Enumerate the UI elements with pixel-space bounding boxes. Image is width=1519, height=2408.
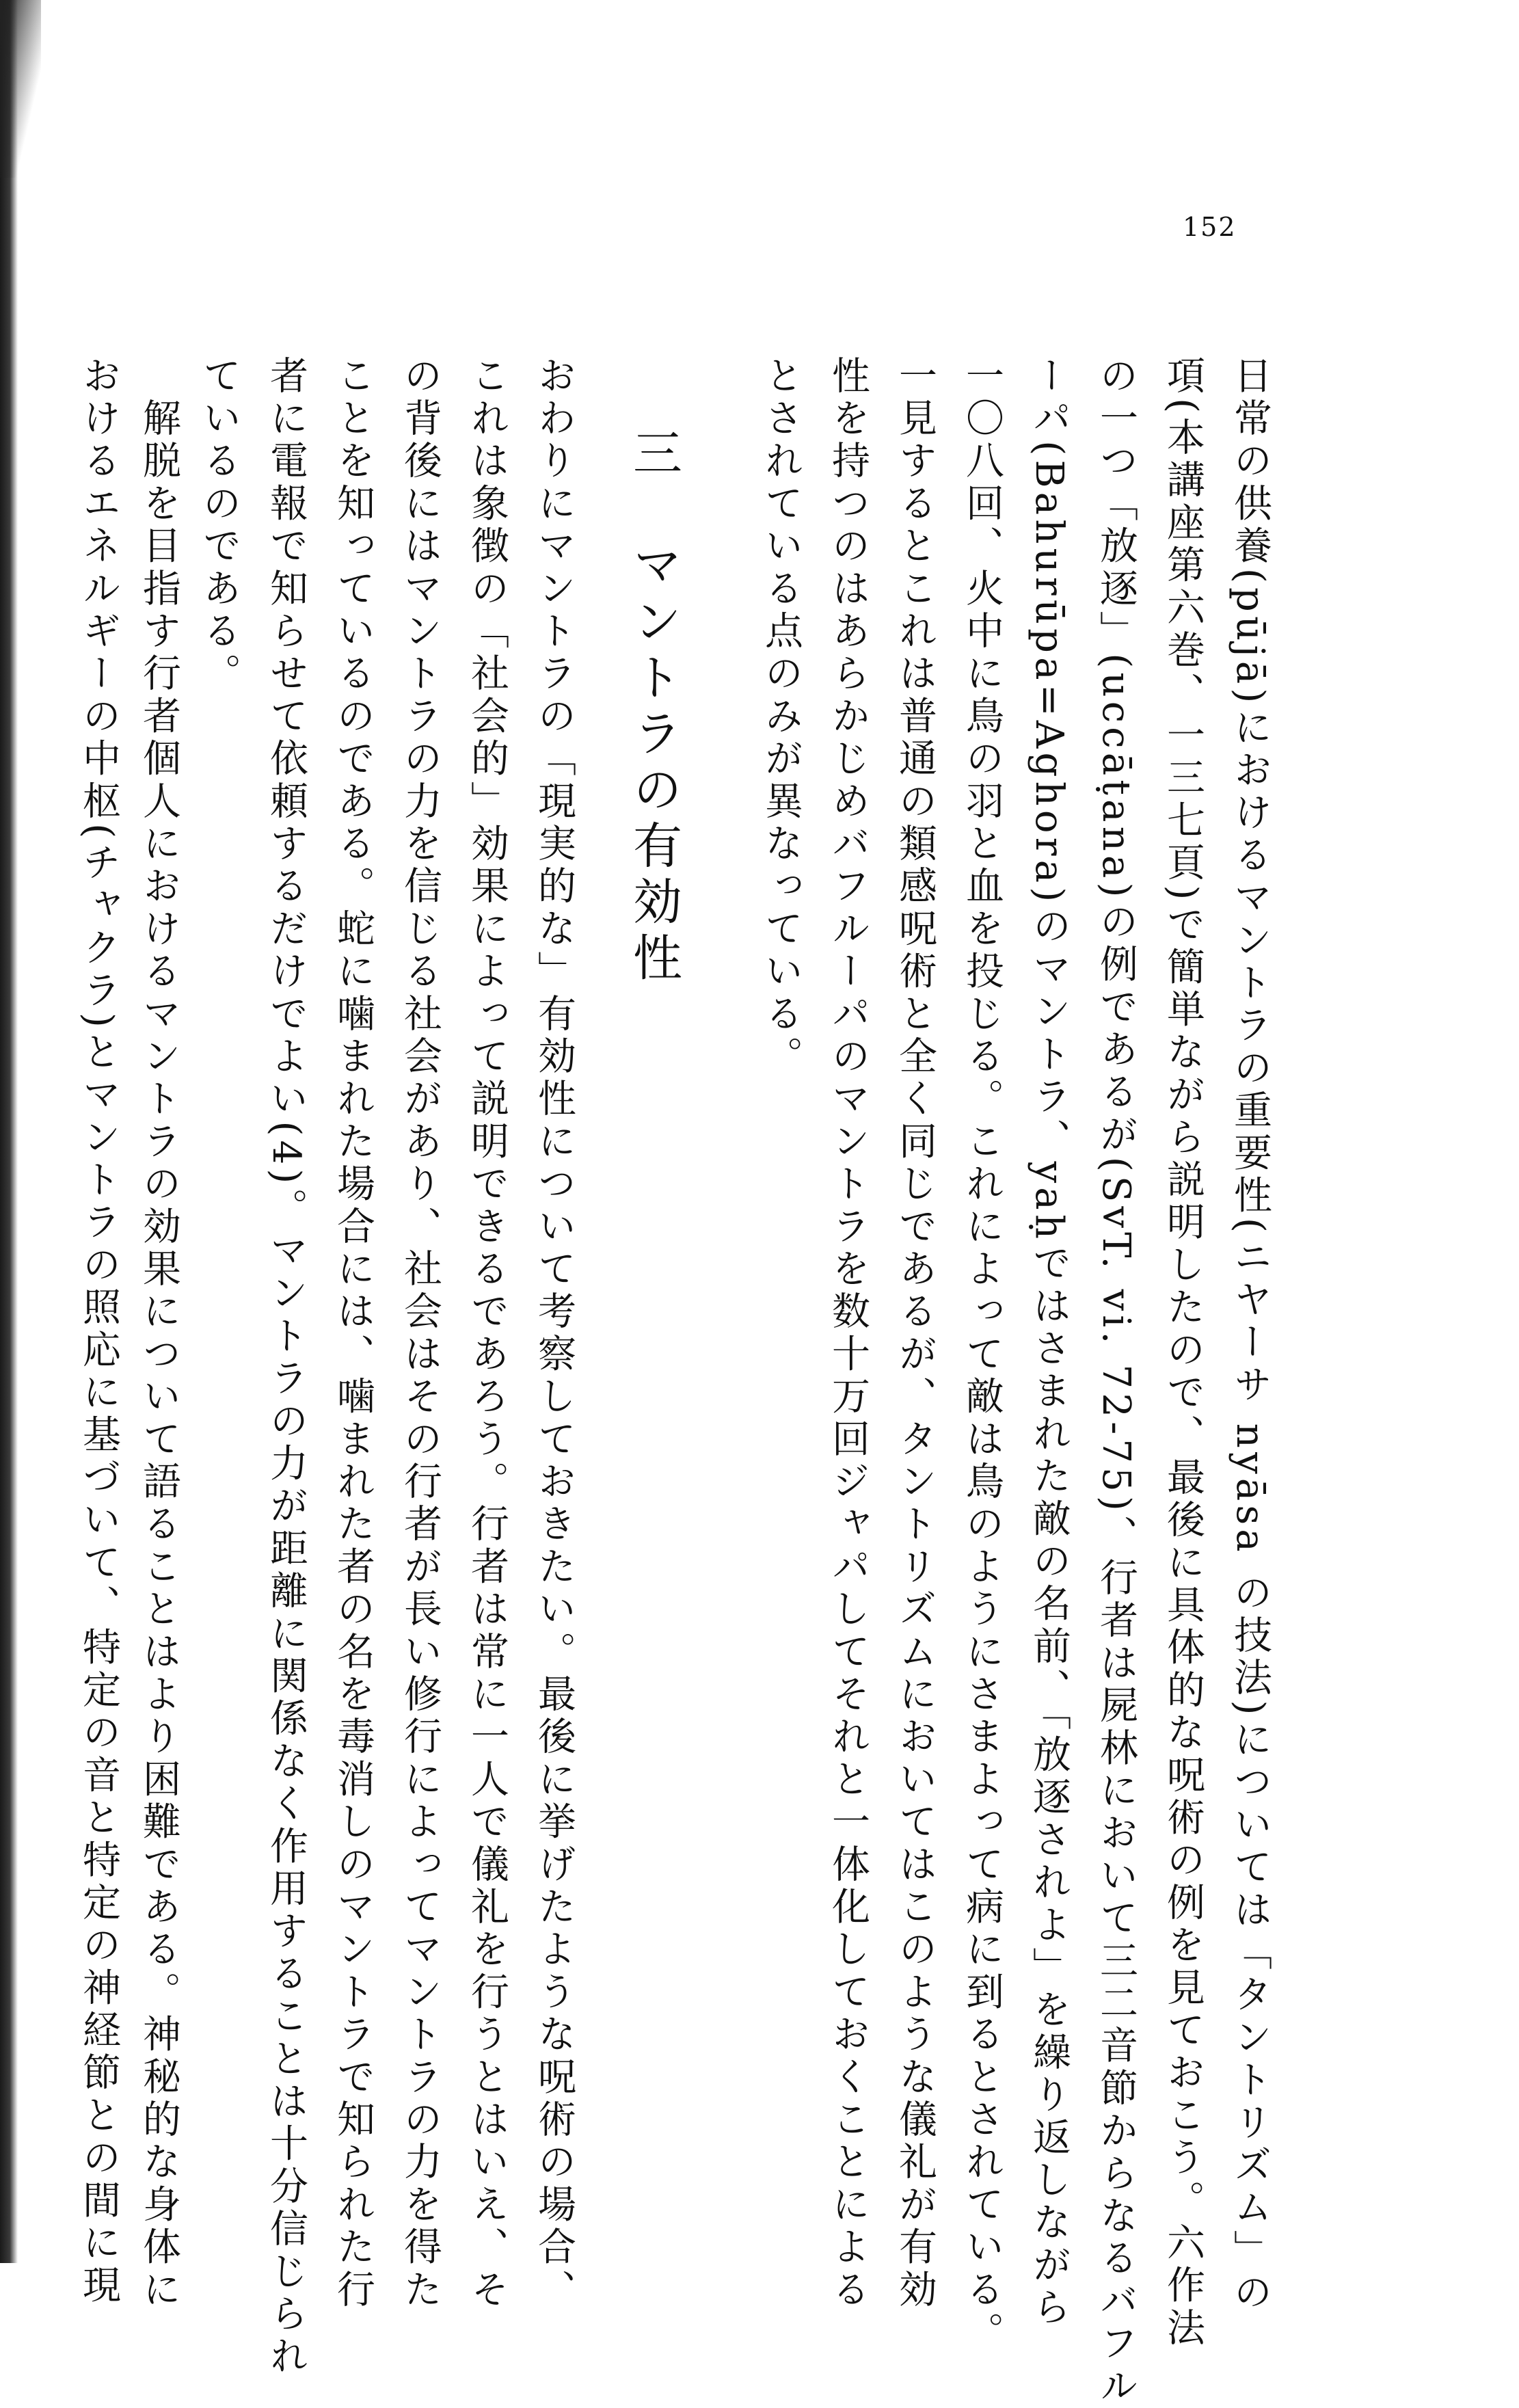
text-column: ているのである。 [197,356,241,696]
text-column: 日常の供養(pūjā)におけるマントラの重要性(ニヤーサ nyāsa の技法)については「タントリズム」の [1228,356,1272,2315]
text-column: 性を持つのはあらかじめバフルーパのマントラを数十万回ジャパしてそれと一体化しておくことによる [826,356,870,2312]
text-column: 一見するとこれは普通の類感呪術と全く同じであるが、タントリズムにおいてはこのような儀礼が有効 [893,356,937,2312]
text-column: ーパ(Bahurūpa=Aghora)のマントラ、yaḥではさまれた敵の名前、「放逐されよ」を繰り返しながら [1027,356,1071,2330]
page-number: 152 [1183,212,1237,242]
text-column: 項(本講座第六巻、一三七頁)で簡単ながら説明したので、最後に具体的な呪術の例を見ておこう。六作法 [1161,356,1205,2351]
text-column: これは象徴の「社会的」効果によって説明できるであろう。行者は常に一人で儀礼を行うとはいえ、そ [465,356,509,2312]
text-column: 者に電報で知らせて依頼するだけでよい(4)。マントラの力が距離に関係なく作用することは十分信じられ [264,356,308,2379]
text-column: 解脱を目指す行者個人におけるマントラの効果について語ることはより困難である。神秘的な身体に [137,356,181,2312]
text-column: とされている点のみが異なっている。 [759,356,803,1079]
text-column: 一〇八回、火中に鳥の羽と血を投じる。これによって敵は鳥のようにさまよって病に到るとされている。 [960,356,1004,2355]
text-column: ことを知っているのである。蛇に噛まれた場合には、噛まれた者の名を毒消しのマントラで知られた行 [331,356,375,2312]
scan-edge [0,0,18,2263]
text-column: おわりにマントラの「現実的な」有効性について考察しておきたい。最後に挙げたような呪術の場合、 [532,356,576,2312]
section-heading: 三 マントラの有効性 [625,427,682,988]
text-column: の一つ「放逐」(uccāṭana)の例であるが(SvT. vi. 72-75)、行者は屍林において三二音節からなるバフル [1094,356,1138,2408]
text-column: の背後にはマントラの力を信じる社会があり、社会はその行者が長い修行によってマントラの力を得た [398,356,442,2312]
text-column: おけるエネルギーの中枢(チャクラ)とマントラの照応に基づいて、特定の音と特定の神経節との間に現 [77,356,121,2308]
